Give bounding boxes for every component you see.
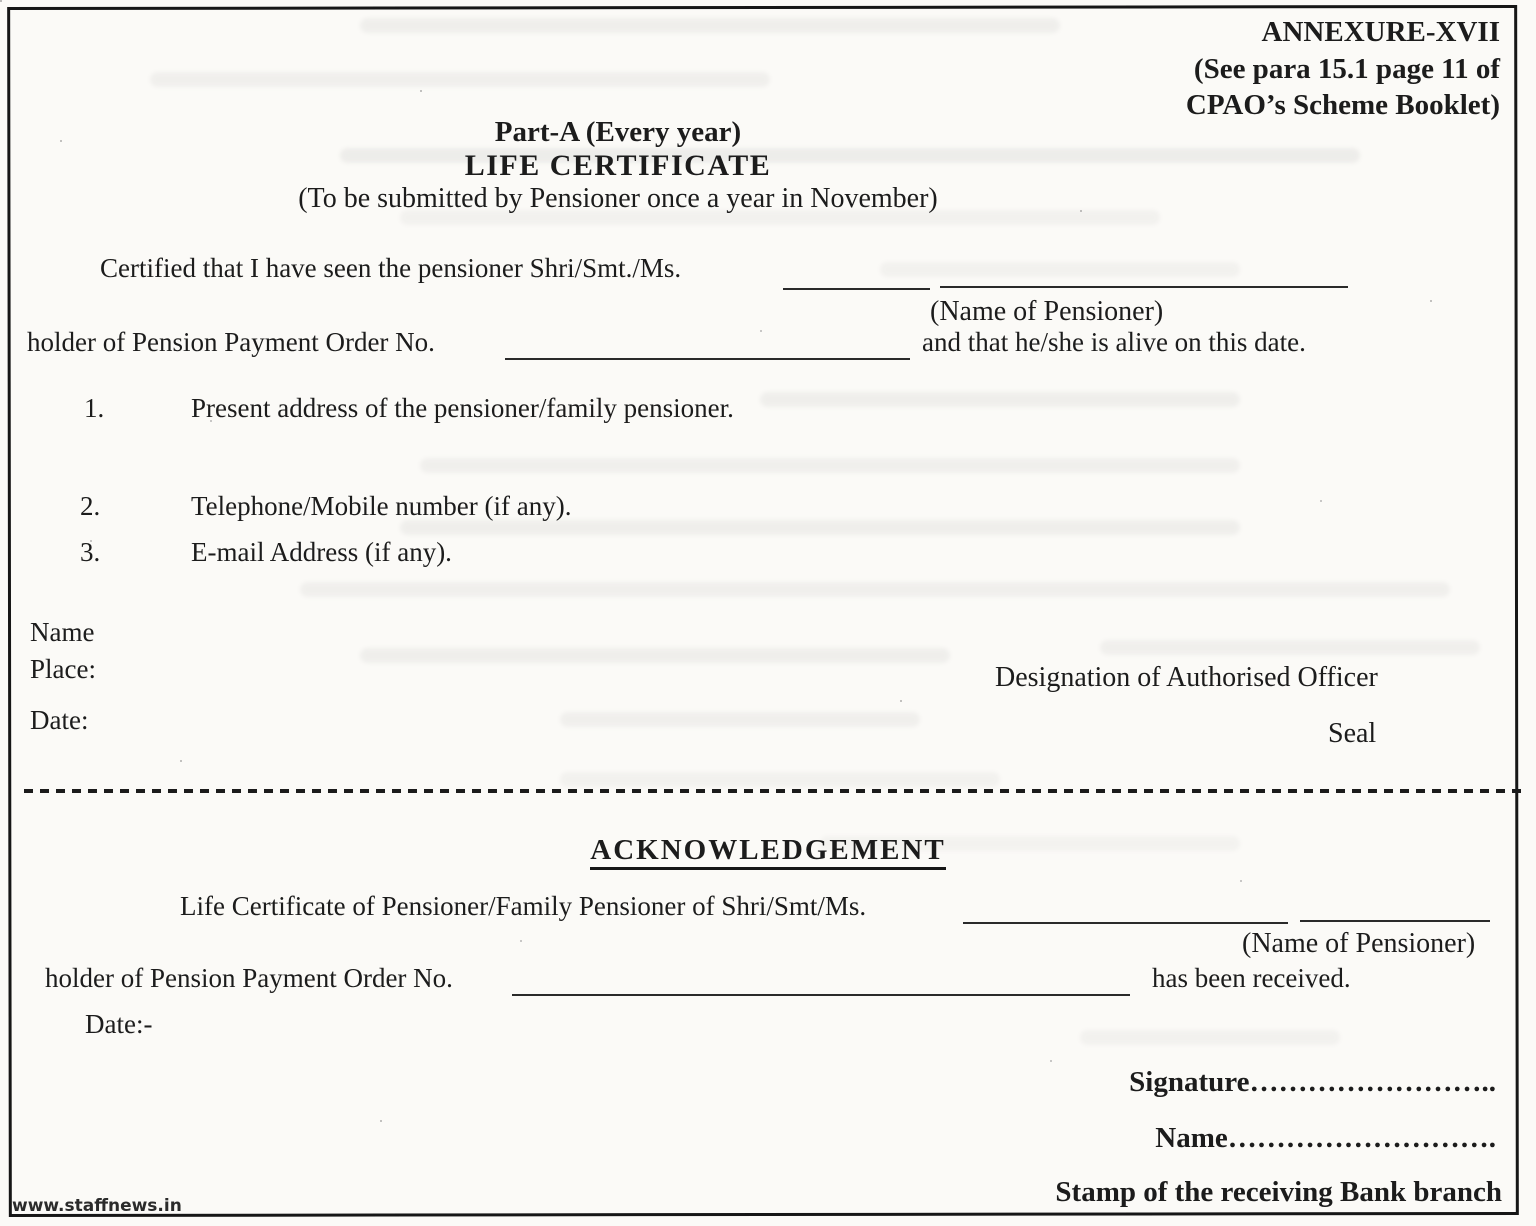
- ppo-number-label: holder of Pension Payment Order No.: [27, 327, 435, 357]
- ack-fill-line-pensioner-name-2: [1300, 920, 1490, 922]
- bleed-through-smudge: [1100, 640, 1480, 655]
- certified-statement: Certified that I have seen the pensioner Shri/Smt./Ms.: [100, 253, 682, 283]
- bleed-through-smudge: [560, 772, 1000, 787]
- item-3-label: E-mail Address (if any).: [191, 537, 452, 567]
- item-3-number: 3.: [80, 537, 101, 567]
- bank-name-line: Name……………………….: [1155, 1122, 1496, 1154]
- bleed-through-smudge: [760, 392, 1240, 407]
- title-block: [0, 116, 1236, 215]
- seal-label: Seal: [1328, 718, 1377, 749]
- fill-line-ppo-number: [505, 358, 910, 360]
- ack-pensioner-name-caption: (Name of Pensioner): [1242, 928, 1476, 959]
- dashed-separator: [24, 789, 1524, 793]
- date-label: Date:: [30, 705, 89, 735]
- bleed-through-smudge: [1080, 1030, 1340, 1045]
- place-label: Place:: [30, 654, 96, 684]
- bleed-through-smudge: [150, 72, 770, 87]
- designation-label: Designation of Authorised Officer: [995, 662, 1378, 693]
- alive-statement: and that he/she is alive on this date.: [922, 327, 1306, 357]
- annexure-block: [1186, 14, 1500, 124]
- ack-fill-line-pensioner-name-1: [963, 922, 1288, 924]
- item-1-number: 1.: [84, 393, 105, 423]
- pensioner-name-caption: (Name of Pensioner): [930, 296, 1164, 327]
- ack-received-statement: has been received.: [1152, 963, 1351, 993]
- form-subtitle: (To be submitted by Pensioner once a year in November): [298, 183, 938, 214]
- annexure-ref-line2: CPAO’s Scheme Booklet): [1185, 89, 1500, 122]
- bleed-through-smudge: [360, 648, 950, 663]
- bleed-through-smudge: [360, 18, 1060, 33]
- ack-ppo-number-label: holder of Pension Payment Order No.: [45, 963, 453, 993]
- acknowledgement-heading: ACKNOWLEDGEMENT: [590, 834, 945, 870]
- name-label: Name: [30, 617, 95, 647]
- bank-stamp-label: Stamp of the receiving Bank branch: [1055, 1176, 1502, 1208]
- bleed-through-smudge: [420, 458, 1240, 473]
- scan-noise: [0, 0, 2, 2]
- part-title: Part-A (Every year): [494, 116, 742, 148]
- ack-date-label: Date:-: [85, 1009, 153, 1039]
- item-1-label: Present address of the pensioner/family pensioner.: [191, 393, 734, 423]
- bleed-through-smudge: [300, 582, 1450, 597]
- ack-certificate-statement: Life Certificate of Pensioner/Family Pensioner of Shri/Smt/Ms.: [180, 891, 867, 921]
- annexure-title: ANNEXURE-XVII: [1261, 16, 1500, 48]
- fill-line-pensioner-name-1: [783, 288, 930, 290]
- bleed-through-smudge: [560, 712, 920, 727]
- item-2-label: Telephone/Mobile number (if any).: [191, 491, 572, 521]
- bleed-through-smudge: [880, 262, 1240, 277]
- fill-line-pensioner-name-2: [940, 286, 1348, 288]
- ack-fill-line-ppo-number: [512, 994, 1130, 996]
- form-title: LIFE CERTIFICATE: [464, 149, 772, 182]
- acknowledgement-heading-wrap: [0, 834, 1536, 867]
- site-watermark: www.staffnews.in: [12, 1196, 182, 1216]
- annexure-ref-line1: (See para 15.1 page 11 of: [1193, 52, 1500, 85]
- signature-line: Signature……………………..: [1129, 1066, 1496, 1098]
- item-2-number: 2.: [80, 491, 101, 521]
